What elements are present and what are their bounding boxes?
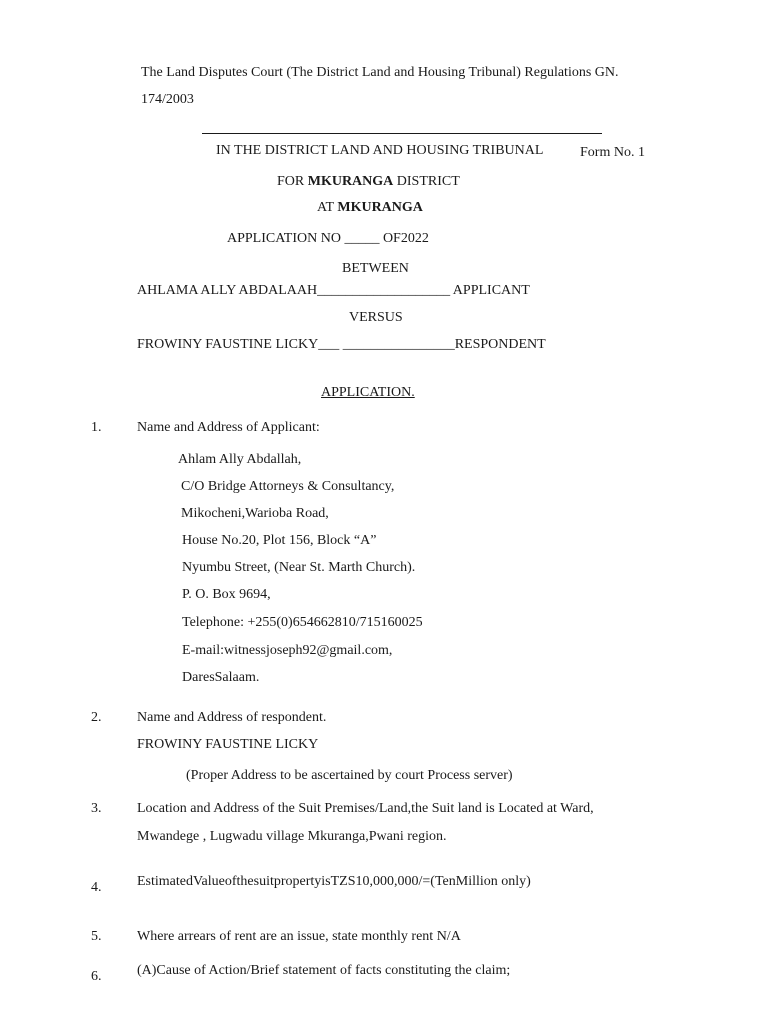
applicant-line: AHLAMA ALLY ABDALAAH___________________ APPLICANT: [137, 283, 530, 298]
respondent-name: FROWINY FAUSTINE LICKY: [137, 737, 319, 752]
respondent-line: FROWINY FAUSTINE LICKY___ ________________RESPONDENT: [137, 337, 546, 352]
between-label: BETWEEN: [342, 261, 409, 276]
po-box: P. O. Box 9694,: [182, 587, 271, 602]
address-line: Nyumbu Street, (Near St. Marth Church).: [182, 560, 416, 575]
address-line: C/O Bridge Attorneys & Consultancy,: [181, 479, 395, 494]
district-line: FOR MKURANGA DISTRICT: [277, 174, 460, 189]
address-line: Mikocheni,Warioba Road,: [181, 506, 329, 521]
respondent-address-note: (Proper Address to be ascertained by court Process server): [186, 768, 513, 783]
regulation-title-line1: The Land Disputes Court (The District Land and Housing Tribunal) Regulations GN.: [141, 65, 619, 80]
suit-location-line1: Location and Address of the Suit Premises/Land,the Suit land is Located at Ward,: [137, 801, 594, 816]
application-heading: APPLICATION.: [321, 385, 415, 400]
district-name: MKURANGA: [307, 174, 394, 189]
versus-label: VERSUS: [349, 310, 403, 325]
form-number: Form No. 1: [580, 145, 645, 160]
suit-location-line2: Mwandege , Lugwadu village Mkuranga,Pwani region.: [137, 829, 447, 844]
regulation-title-line2: 174/2003: [141, 92, 194, 107]
email: E-mail:witnessjoseph92@gmail.com,: [182, 643, 393, 658]
header-rule: [202, 133, 602, 134]
cause-of-action: (A)Cause of Action/Brief statement of facts constituting the claim;: [137, 963, 511, 978]
telephone: Telephone: +255(0)654662810/715160025: [182, 615, 423, 630]
item-number: 4.: [91, 880, 102, 895]
item-number: 6.: [91, 969, 102, 984]
monthly-rent: Where arrears of rent are an issue, state monthly rent N/A: [137, 929, 461, 944]
estimated-value: EstimatedValueofthesuitpropertyisTZS10,000,000/=(TenMillion only): [137, 874, 531, 889]
item-number: 3.: [91, 801, 102, 816]
item-number: 1.: [91, 420, 102, 435]
application-number: APPLICATION NO _____ OF2022: [227, 231, 429, 246]
location-line: AT MKURANGA: [317, 200, 423, 215]
item-heading: Name and Address of respondent.: [137, 710, 327, 725]
city: DaresSalaam.: [182, 670, 260, 685]
tribunal-title: IN THE DISTRICT LAND AND HOUSING TRIBUNAL: [216, 143, 544, 158]
address-line: House No.20, Plot 156, Block “A”: [182, 533, 377, 548]
location-name: MKURANGA: [337, 200, 423, 215]
item-number: 5.: [91, 929, 102, 944]
applicant-name: Ahlam Ally Abdallah,: [178, 452, 302, 467]
item-heading: Name and Address of Applicant:: [137, 420, 320, 435]
item-number: 2.: [91, 710, 102, 725]
